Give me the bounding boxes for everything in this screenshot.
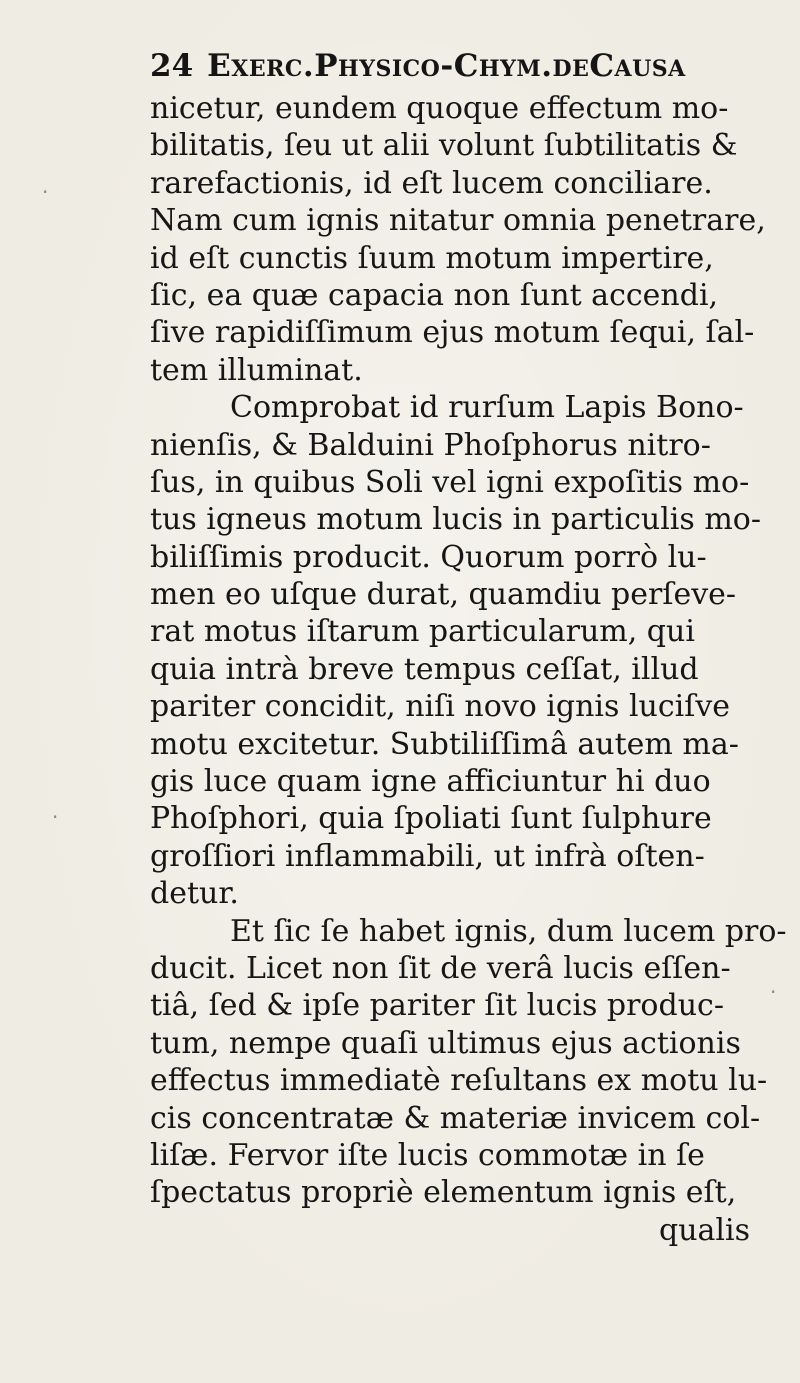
- text-line: Phoſphori, quia ſpoliati ſunt ſulphure: [150, 801, 712, 837]
- page-number: 24: [150, 48, 194, 84]
- text-line: tem illuminat.: [150, 352, 363, 388]
- margin-dot-icon: ·: [42, 180, 49, 204]
- page-header: [150, 48, 710, 84]
- text-line: effectus immediatè reſultans ex motu lu-: [150, 1063, 768, 1099]
- margin-dot-icon: ·: [770, 980, 777, 1004]
- text-line: nicetur, eundem quoque effectum mo-: [150, 91, 729, 126]
- text-line: ſive rapidiſſimum ejus motum ſequi, ſal-: [150, 315, 755, 351]
- text-line: groſſiori inflammabili, ut infrà oſten-: [150, 838, 705, 874]
- text-line: men eo uſque durat, quamdiu perſeve-: [150, 577, 737, 613]
- text-line: tum, nempe quaſi ultimus ejus actionis: [150, 1025, 741, 1061]
- text-line: rat motus iſtarum particularum, qui: [150, 614, 695, 650]
- text-line: tiâ, ſed & ipſe pariter ſit lucis produc-: [150, 988, 724, 1024]
- text-line: pariter concidit, niſi novo ignis luciſve: [150, 689, 731, 725]
- text-line: detur.: [150, 876, 239, 912]
- text-line: tus igneus motum lucis in particulis mo-: [150, 502, 761, 538]
- text-line: Nam cum ignis nitatur omnia penetrare,: [150, 203, 766, 239]
- running-title: Exerc.Physico-Chym.deCausa: [207, 48, 686, 84]
- paragraph-start-line: Et ſic ſe habet ignis, dum lucem pro-: [230, 913, 787, 949]
- text-line: quia intrà breve tempus ceſſat, illud: [150, 651, 699, 687]
- text-line: ducit. Licet non ſit de verâ lucis eſſen-: [150, 950, 731, 986]
- text-line: motu excitetur. Subtiliſſimâ autem ma-: [150, 726, 739, 762]
- text-line: bilitatis, ſeu ut alii volunt ſubtilitatis &: [150, 128, 738, 164]
- text-line: id eſt cunctis ſuum motum impertire,: [150, 240, 714, 276]
- text-line: cis concentratæ & materiæ invicem col-: [150, 1100, 761, 1136]
- text-line: nienſis, & Balduini Phoſphorus nitro-: [150, 427, 711, 463]
- text-line: ſus, in quibus Soli vel igni expoſitis mo-: [150, 464, 750, 500]
- text-line: liſæ. Fervor iſte lucis commotæ in ſe: [150, 1137, 705, 1173]
- text-line: biliſſimis producit. Quorum porrò lu-: [150, 539, 707, 575]
- text-line: ſic, ea quæ capacia non ſunt accendi,: [150, 277, 719, 313]
- paragraph-start-line: Comprobat id rurſum Lapis Bono-: [230, 390, 744, 426]
- text-line: ſpectatus propriè elementum ignis eſt,: [150, 1175, 737, 1211]
- body-text: [150, 90, 790, 1249]
- margin-dot-icon: ·: [52, 805, 59, 829]
- text-line: rarefactionis, id eſt lucem conciliare.: [150, 165, 713, 201]
- text-line: gis luce quam igne afficiuntur hi duo: [150, 764, 711, 800]
- catchword: qualis: [659, 1212, 750, 1248]
